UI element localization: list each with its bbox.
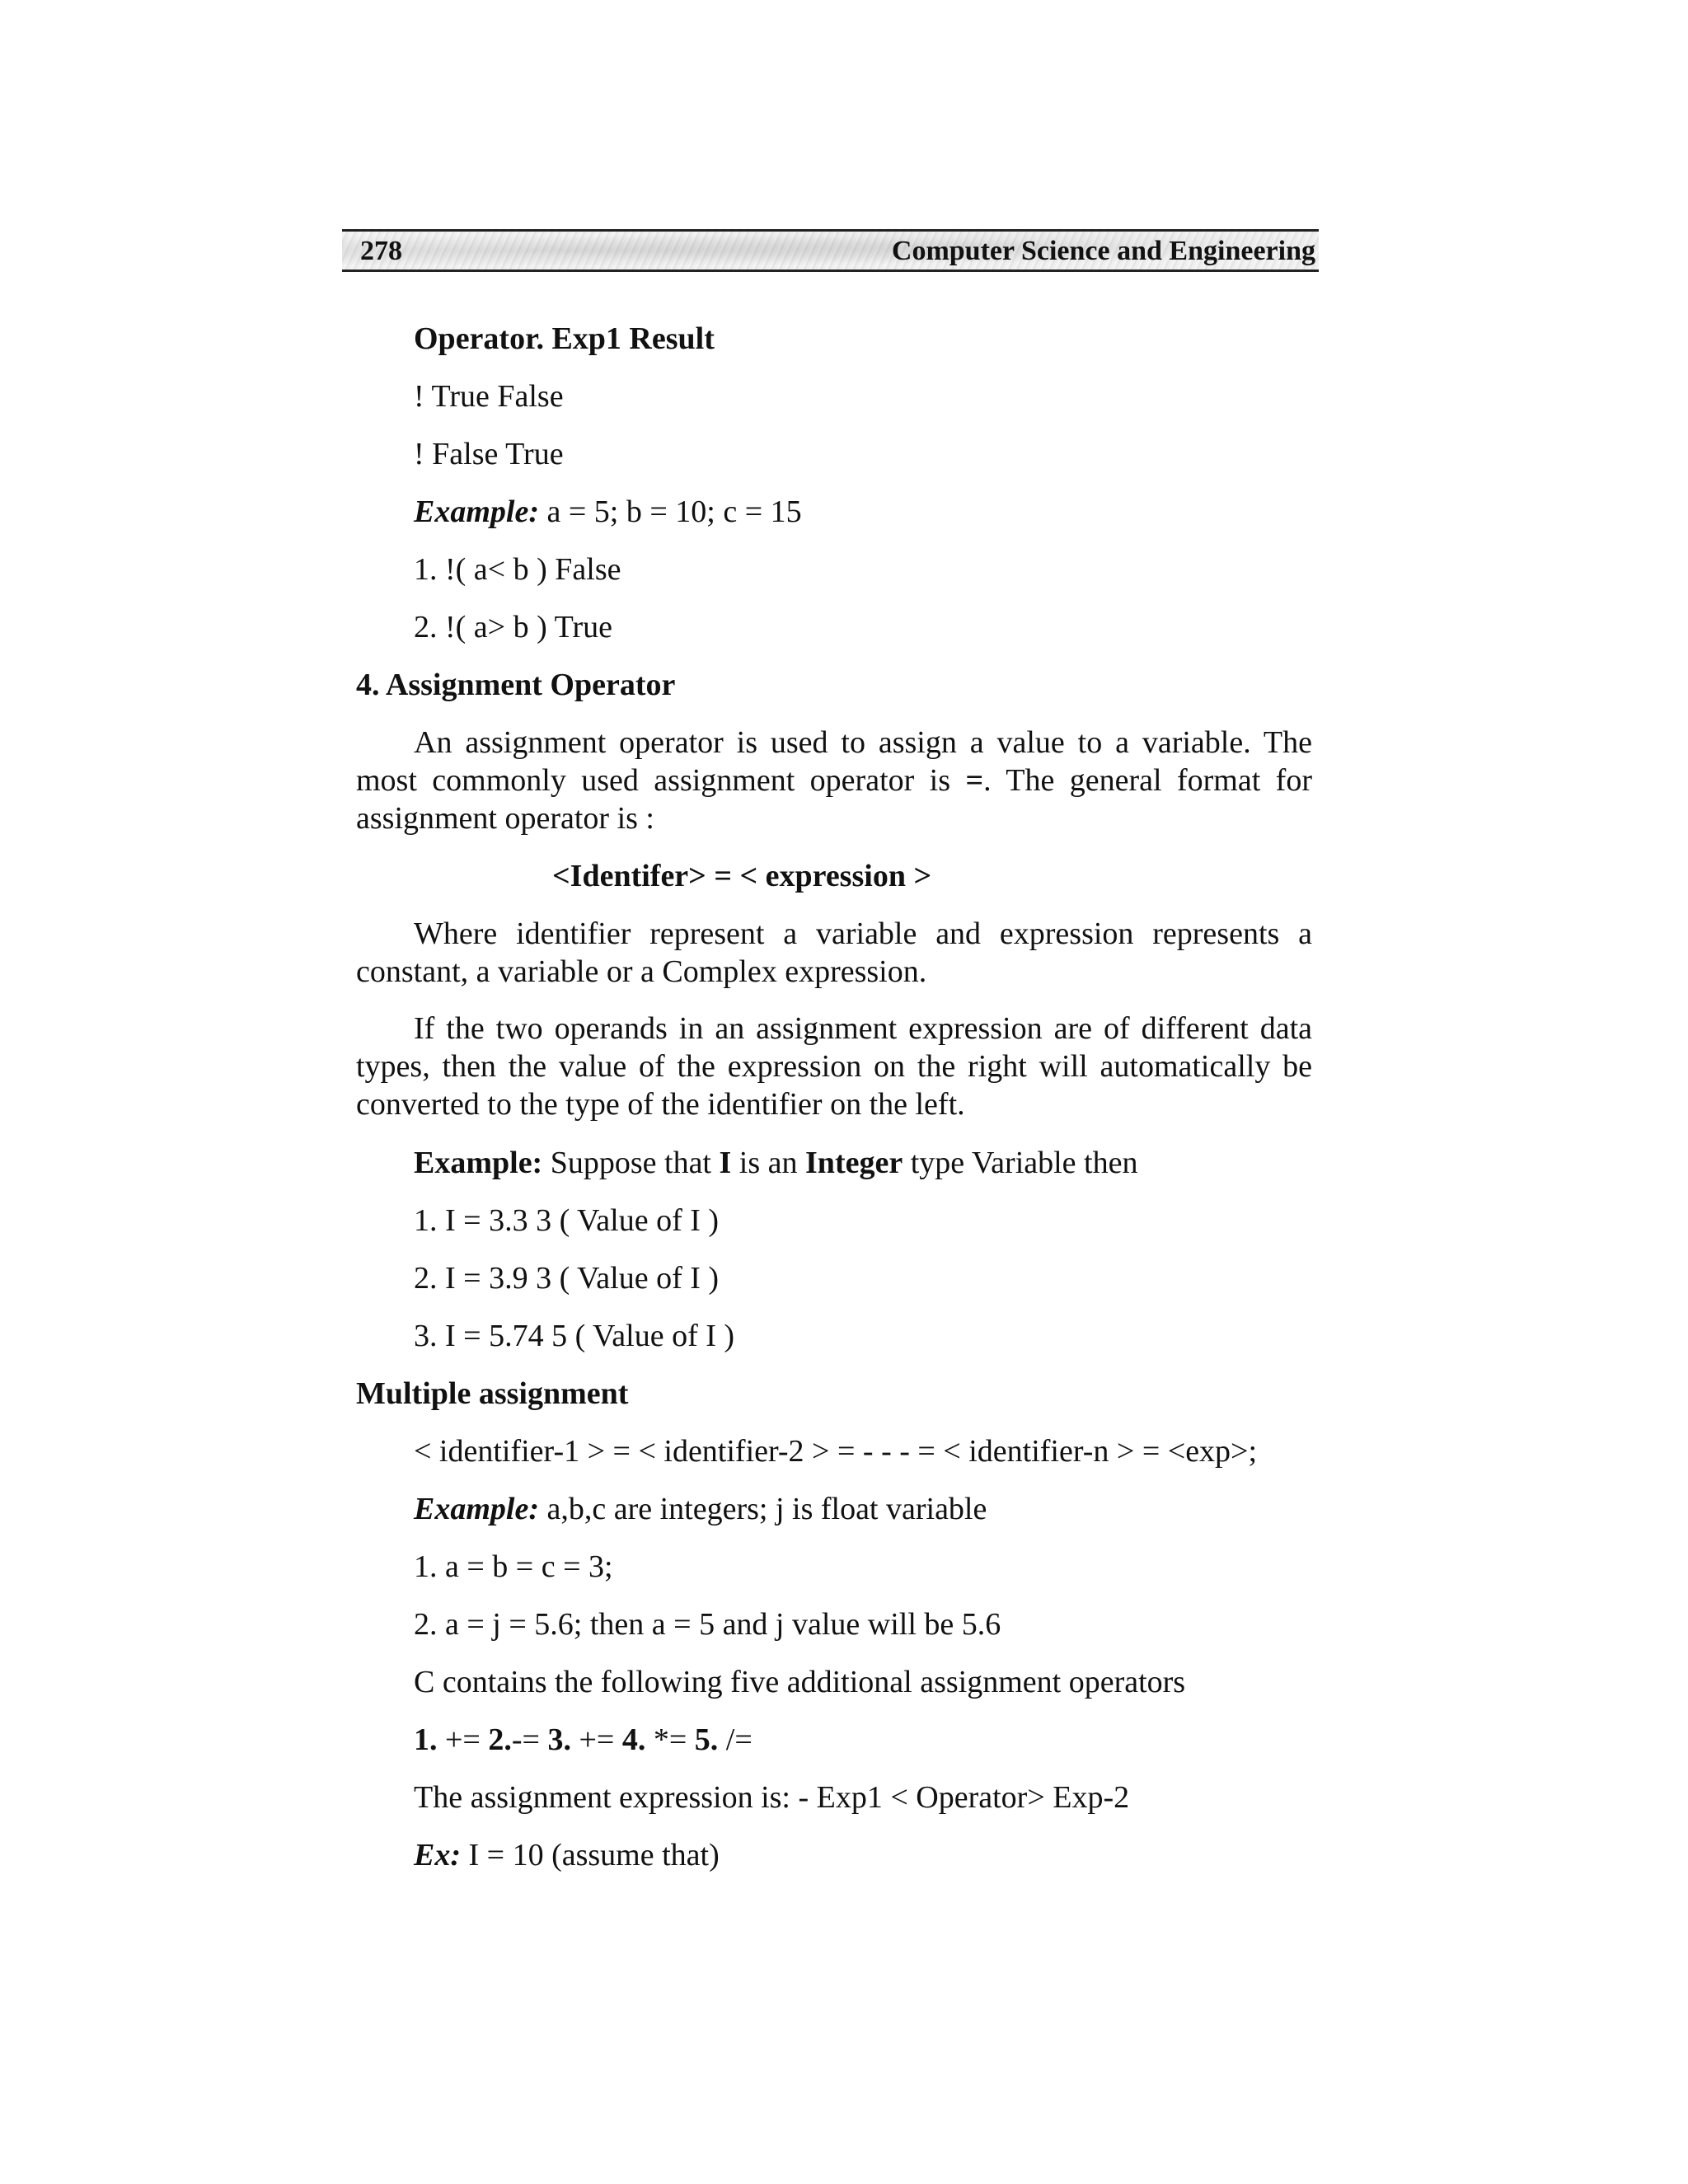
not-example-item: 1. !( a< b ) False xyxy=(414,552,621,587)
where-paragraph xyxy=(356,915,1312,991)
assignment-expression-text: The assignment expression is: - Exp1 < Operator> Exp-2 xyxy=(414,1780,1130,1815)
running-header xyxy=(342,229,1319,272)
intro-text-cont: . The general format for assignment operator is : xyxy=(356,763,1312,836)
not-example-line xyxy=(414,493,802,531)
assignment-format: <Identifer> = < expression > xyxy=(552,859,932,893)
assignment-example-line xyxy=(414,1144,1137,1182)
example-label: Example: xyxy=(414,1146,543,1180)
multiple-example-item: 1. a = b = c = 3; xyxy=(414,1549,613,1584)
op-symbol: += xyxy=(570,1722,622,1757)
ex-line xyxy=(414,1836,720,1874)
op-symbol: *= xyxy=(645,1722,695,1757)
ex-label: Ex: xyxy=(414,1838,461,1872)
not-example-item: 2. !( a> b ) True xyxy=(414,610,612,644)
op-number: 5. xyxy=(694,1722,719,1757)
additional-operators-list xyxy=(414,1721,753,1759)
op-number: 1. xyxy=(414,1722,438,1757)
additional-operators-text: C contains the following five additional assignment operators xyxy=(414,1665,1186,1699)
conversion-text: If the two operands in an assignment expression are of different data types, then the value of the expression on the right will automatically be converted to the type of the identifier on the left. xyxy=(356,1011,1312,1122)
op-number: 3. xyxy=(547,1722,571,1757)
example-label: Example: xyxy=(414,1492,539,1526)
example-text: a = 5; b = 10; c = 15 xyxy=(538,494,802,529)
assignment-intro-paragraph xyxy=(356,724,1312,837)
op-number: 2. xyxy=(488,1722,512,1757)
running-title: Computer Science and Engineering xyxy=(891,236,1315,266)
example-text: is an xyxy=(731,1146,806,1180)
not-table-heading: Operator. Exp1 Result xyxy=(414,321,715,356)
op-symbol: -= xyxy=(511,1722,548,1757)
conversion-paragraph xyxy=(356,1010,1312,1123)
not-table-row: ! True False xyxy=(414,379,564,414)
multiple-syntax: < identifier-1 > = < identifier-2 > = - - - = < identifier-n > = <exp>; xyxy=(414,1434,1258,1469)
page-number: 278 xyxy=(360,236,402,266)
subsection-heading: Multiple assignment xyxy=(356,1376,629,1411)
example-label: Example: xyxy=(414,494,539,529)
section-heading: 4. Assignment Operator xyxy=(356,668,676,702)
ex-text: I = 10 (assume that) xyxy=(461,1838,720,1872)
multiple-example-item: 2. a = j = 5.6; then a = 5 and j value will be 5.6 xyxy=(414,1607,1001,1642)
op-number: 4. xyxy=(621,1722,646,1757)
multiple-example-line xyxy=(414,1490,987,1528)
intro-operator: = xyxy=(965,763,984,798)
example-variable: I xyxy=(719,1146,732,1180)
assignment-example-item: 3. I = 5.74 5 ( Value of I ) xyxy=(414,1319,735,1353)
assignment-example-item: 2. I = 3.9 3 ( Value of I ) xyxy=(414,1261,720,1296)
where-text: Where identifier represent a variable and expression represents a constant, a variable or a Complex expression. xyxy=(356,916,1312,989)
not-table-row: ! False True xyxy=(414,437,564,471)
op-symbol: /= xyxy=(718,1722,753,1757)
example-text: a,b,c are integers; j is float variable xyxy=(538,1492,987,1526)
assignment-example-item: 1. I = 3.3 3 ( Value of I ) xyxy=(414,1203,720,1238)
example-type: Integer xyxy=(805,1146,903,1180)
example-text: Suppose that xyxy=(542,1146,720,1180)
op-symbol: += xyxy=(437,1722,489,1757)
example-text: type Variable then xyxy=(903,1146,1138,1180)
intro-text: An assignment operator is used to assign a value to a variable. The most commonly used assignment operator is xyxy=(356,725,1312,798)
